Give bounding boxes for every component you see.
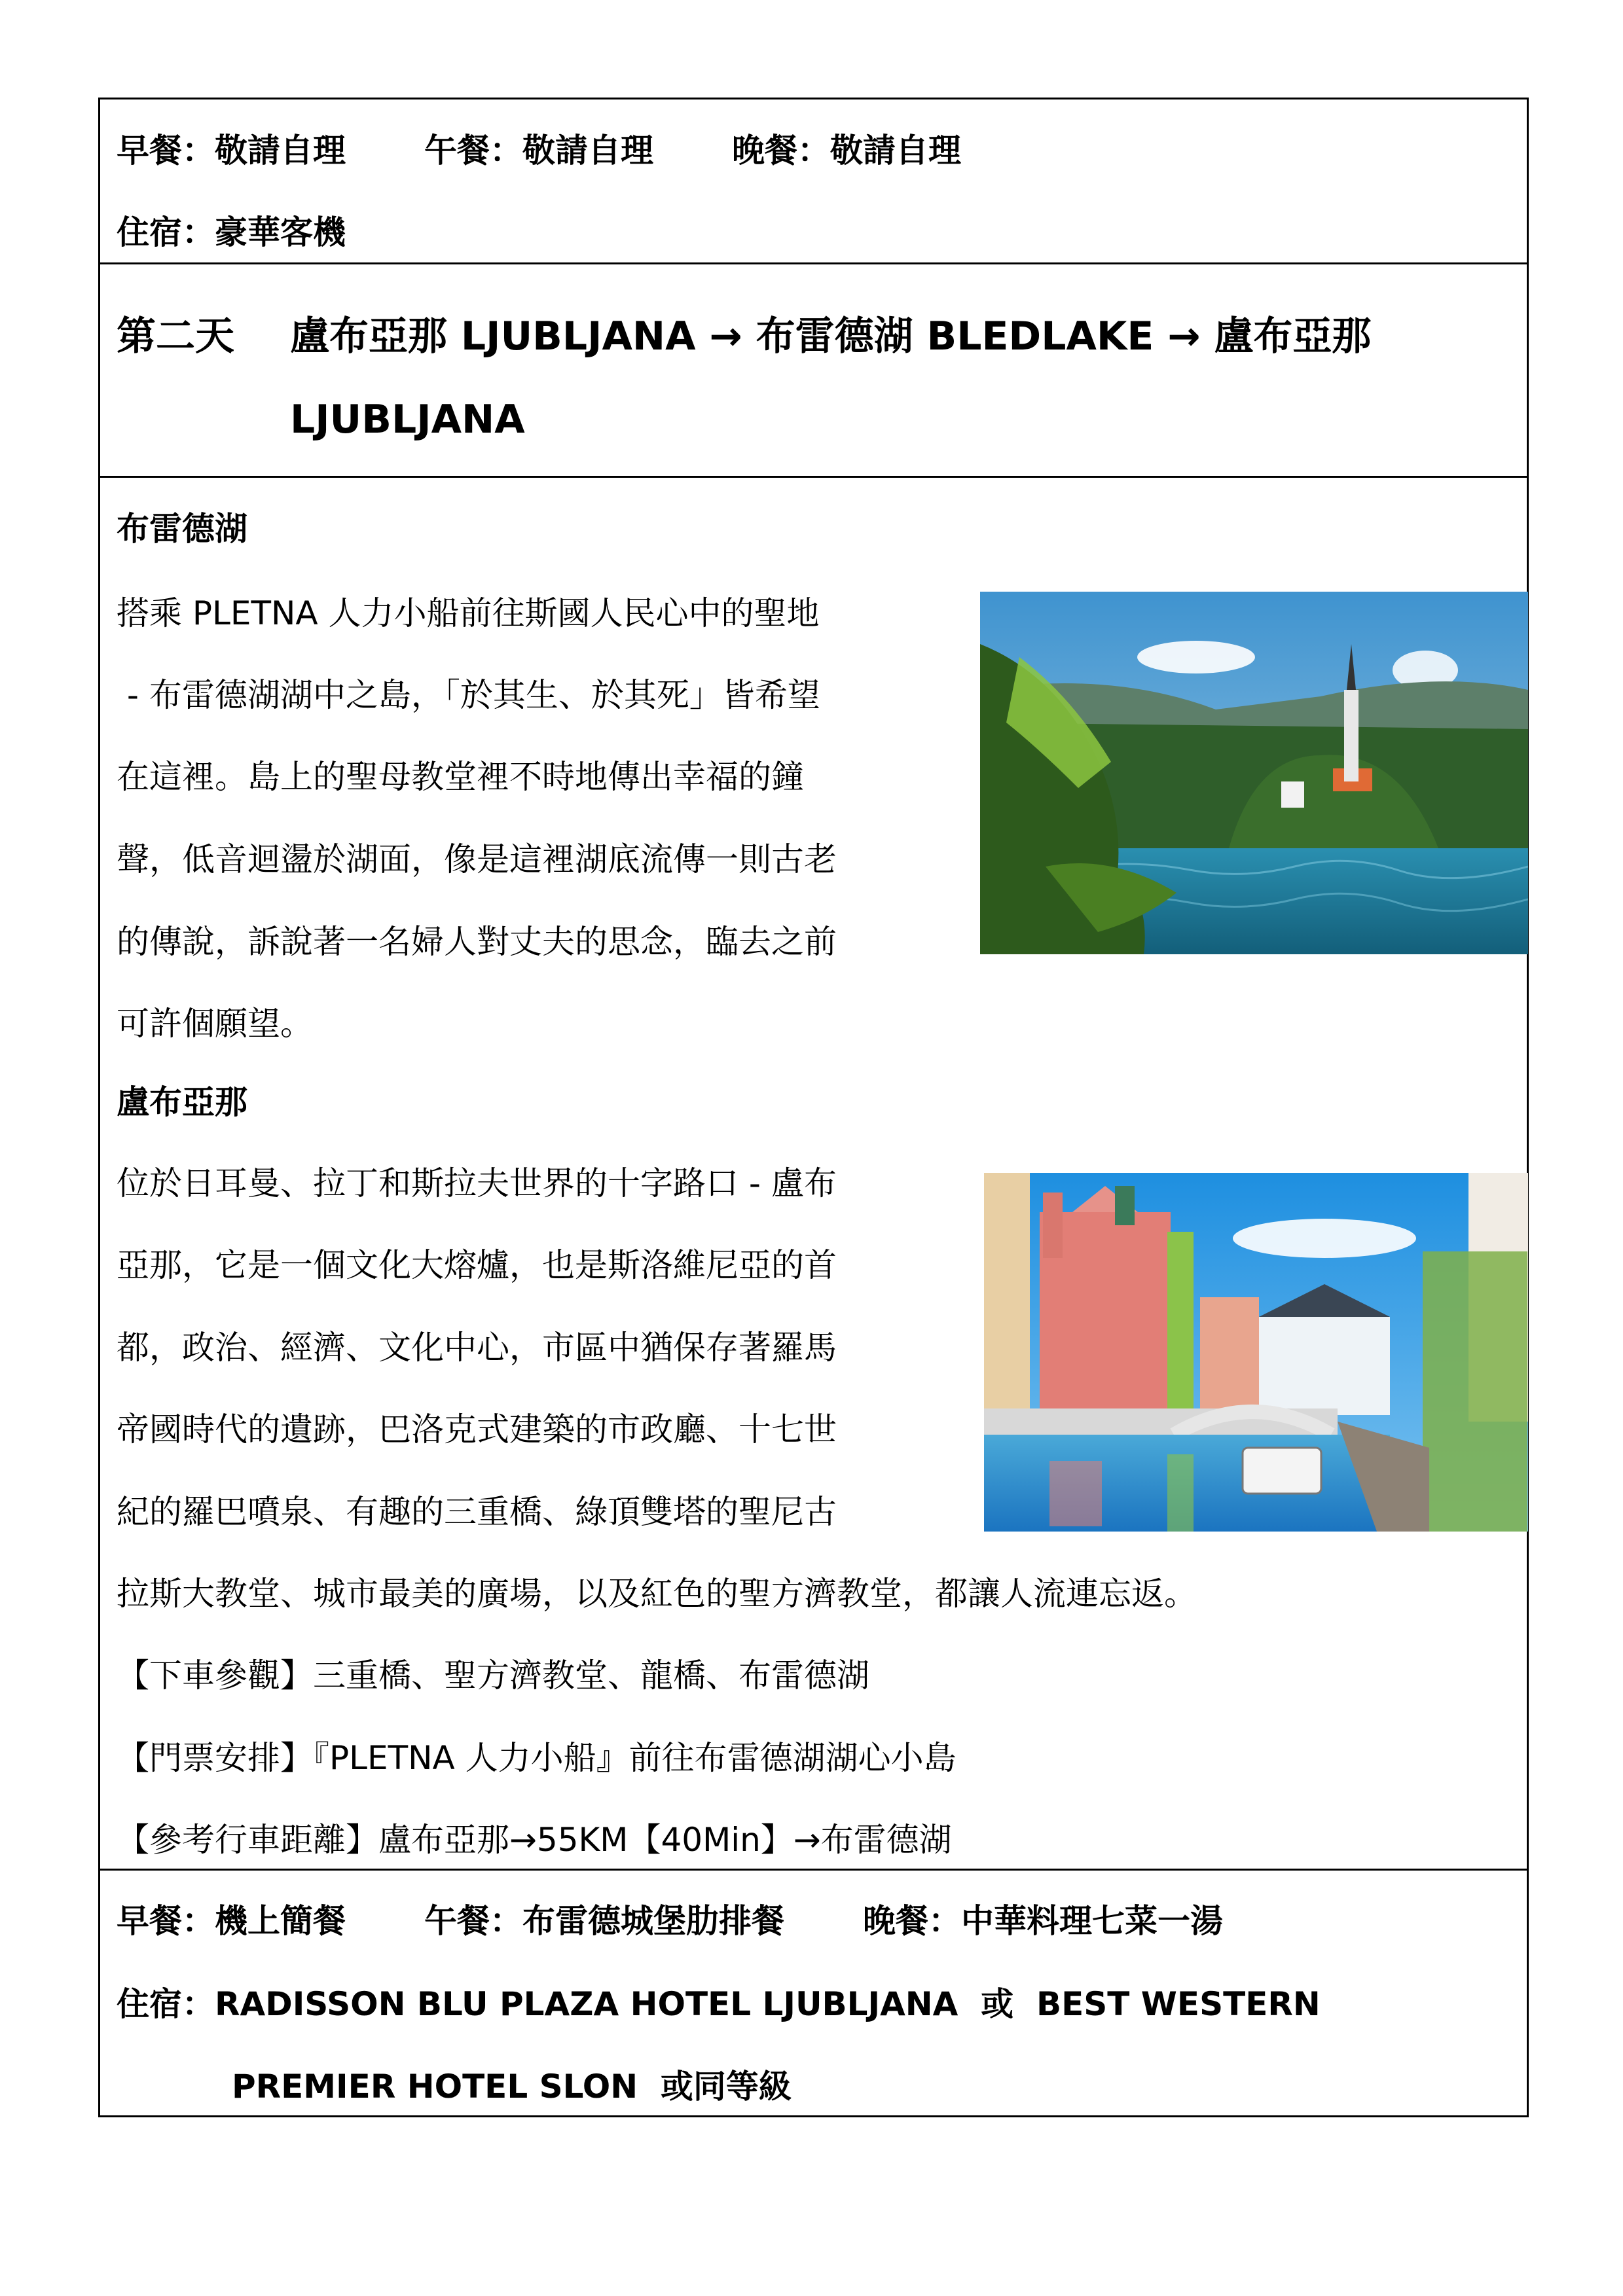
breakfast-text: 早餐：敬請自理: [117, 132, 346, 170]
ljubljana-text-line: 拉斯大教堂、城市最美的廣場，以及紅色的聖方濟教堂，都讓人流連忘返。: [117, 1575, 1197, 1613]
ljubljana-text-line: 紀的羅巴噴泉、有趣的三重橋、綠頂雙塔的聖尼古: [117, 1493, 837, 1531]
ljubljana-text-line: 都，政治、經濟、文化中心，市區中猶保存著羅馬: [117, 1329, 837, 1367]
lodging-line-2: PREMIER HOTEL SLON 或同等級: [232, 2068, 792, 2106]
lunch-text: 午餐：敬請自理: [424, 132, 653, 170]
lodging-line-1: 住宿：RADISSON BLU PLAZA HOTEL LJUBLJANA 或 BEST WESTERN: [117, 1985, 1321, 2023]
route-line-2: LJUBLJANA: [290, 397, 525, 442]
breakfast-text: 早餐：機上簡餐: [117, 1902, 346, 1940]
ljubljana-heading: 盧布亞那: [117, 1083, 247, 1121]
row-divider: [98, 476, 1529, 478]
top-meals-line: [117, 110, 961, 192]
dinner-text: 晚餐：敬請自理: [732, 132, 961, 170]
bled-text-line: 可許個願望。: [117, 1005, 313, 1043]
bled-text-line: 在這裡。島上的聖母教堂裡不時地傳出幸福的鐘: [117, 758, 804, 796]
lunch-text: 午餐：布雷德城堡肋排餐: [424, 1902, 784, 1940]
sightseeing-note: 【下車參觀】三重橋、聖方濟教堂、龍橋、布雷德湖: [117, 1657, 869, 1695]
lake-bled-photo: [980, 592, 1528, 954]
dinner-text: 晚餐：中華料理七菜一湯: [863, 1902, 1223, 1940]
bled-text-line: 搭乘 PLETNA 人力小船前往斯國人民心中的聖地: [117, 594, 820, 632]
day-header: [117, 296, 1371, 378]
ljubljana-text-line: 亞那，它是一個文化大熔爐，也是斯洛維尼亞的首: [117, 1246, 837, 1284]
bled-text-line: 的傳說，訴說著一名婦人對丈夫的思念，臨去之前: [117, 923, 837, 961]
tickets-note: 【門票安排】『PLETNA 人力小船』前往布雷德湖湖心小島: [117, 1739, 957, 1777]
ljubljana-photo: [984, 1173, 1528, 1532]
ljubljana-text-line: 帝國時代的遺跡，巴洛克式建築的市政廳、十七世: [117, 1410, 837, 1448]
bottom-meals-line: [117, 1880, 1223, 1962]
bled-text-line: - 布雷德湖湖中之島，「於其生、於其死」皆希望: [117, 676, 820, 714]
route-line-1: 盧布亞那 LJUBLJANA → 布雷德湖 BLEDLAKE → 盧布亞那: [290, 314, 1372, 359]
ljubljana-image: [984, 1173, 1528, 1532]
lake-bled-image: [980, 592, 1528, 954]
ljubljana-text-line: 位於日耳曼、拉丁和斯拉夫世界的十字路口 - 盧布: [117, 1164, 837, 1202]
day-label: 第二天: [117, 314, 234, 359]
distance-note: 【參考行車距離】盧布亞那→55KM【40Min】→布雷德湖: [117, 1821, 952, 1859]
bled-heading: 布雷德湖: [117, 510, 247, 548]
top-lodging-text: 住宿：豪華客機: [117, 213, 346, 251]
bled-text-line: 聲，低音迴盪於湖面，像是這裡湖底流傳一則古老: [117, 840, 837, 878]
